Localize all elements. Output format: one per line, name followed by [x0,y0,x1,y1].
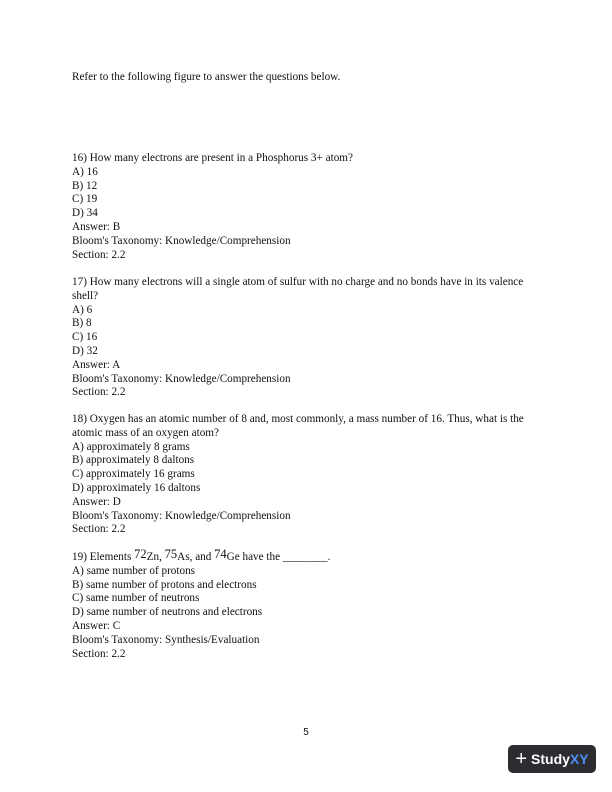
element-ge: Ge have the ________. [226,551,331,563]
question-18 [72,413,546,537]
question-19 [72,547,546,661]
option-d: D) approximately 16 daltons [72,481,201,494]
blooms-taxonomy: Bloom's Taxonomy: Knowledge/Comprehension [72,372,291,385]
element-zn: Zn, [146,551,165,563]
option-c: C) same number of neutrons [72,592,200,605]
option-b: B) approximately 8 daltons [72,454,195,467]
option-a: A) approximately 8 grams [72,440,190,453]
question-prompt [72,547,546,565]
question-prompt: 16) How many electrons are present in a Phosphorus 3+ atom? [72,152,353,164]
mass-number-as: 75 [164,547,178,561]
blooms-taxonomy: Bloom's Taxonomy: Synthesis/Evaluation [72,633,260,646]
option-d: D) 32 [72,344,98,357]
option-a: A) same number of protons [72,564,196,577]
option-d: D) 34 [72,207,98,220]
intro-text: Refer to the following figure to answer the questions below. [72,71,341,83]
answer: Answer: D [72,495,121,508]
section: Section: 2.2 [72,647,126,660]
question-16 [72,152,546,262]
option-c: C) approximately 16 grams [72,468,195,481]
option-b: B) 12 [72,179,98,192]
question-prompt: 18) Oxygen has an atomic number of 8 and, most commonly, a mass number of 16. Thus, what is the atomic mass of an oxygen atom? [72,413,524,439]
element-as: As, and [177,551,215,563]
brand-accent: XY [569,751,589,767]
option-a: A) 16 [72,165,98,178]
prompt-lead: 19) Elements [72,551,135,563]
section: Section: 2.2 [72,248,126,261]
mass-number-zn: 72 [134,547,147,561]
studyxy-badge[interactable] [508,745,596,773]
blooms-taxonomy: Bloom's Taxonomy: Knowledge/Comprehension [72,234,291,247]
option-b: B) same number of protons and electrons [72,578,257,591]
option-a: A) 6 [72,303,93,316]
plus-icon: + [515,748,528,770]
page-number: 5 [303,727,309,738]
option-c: C) 16 [72,331,98,344]
section: Section: 2.2 [72,386,126,399]
answer: Answer: A [72,358,121,371]
option-b: B) 8 [72,317,92,330]
answer: Answer: B [72,220,121,233]
question-prompt: 17) How many electrons will a single atom of sulfur with no charge and no bonds have in its valence shell? [72,276,524,302]
option-d: D) same number of neutrons and electrons [72,606,263,619]
brand-main: Study [531,751,570,767]
blooms-taxonomy: Bloom's Taxonomy: Knowledge/Comprehension [72,509,291,522]
answer: Answer: C [72,619,121,632]
question-17 [72,276,546,400]
option-c: C) 19 [72,193,98,206]
section: Section: 2.2 [72,523,126,536]
mass-number-ge: 74 [214,547,227,561]
